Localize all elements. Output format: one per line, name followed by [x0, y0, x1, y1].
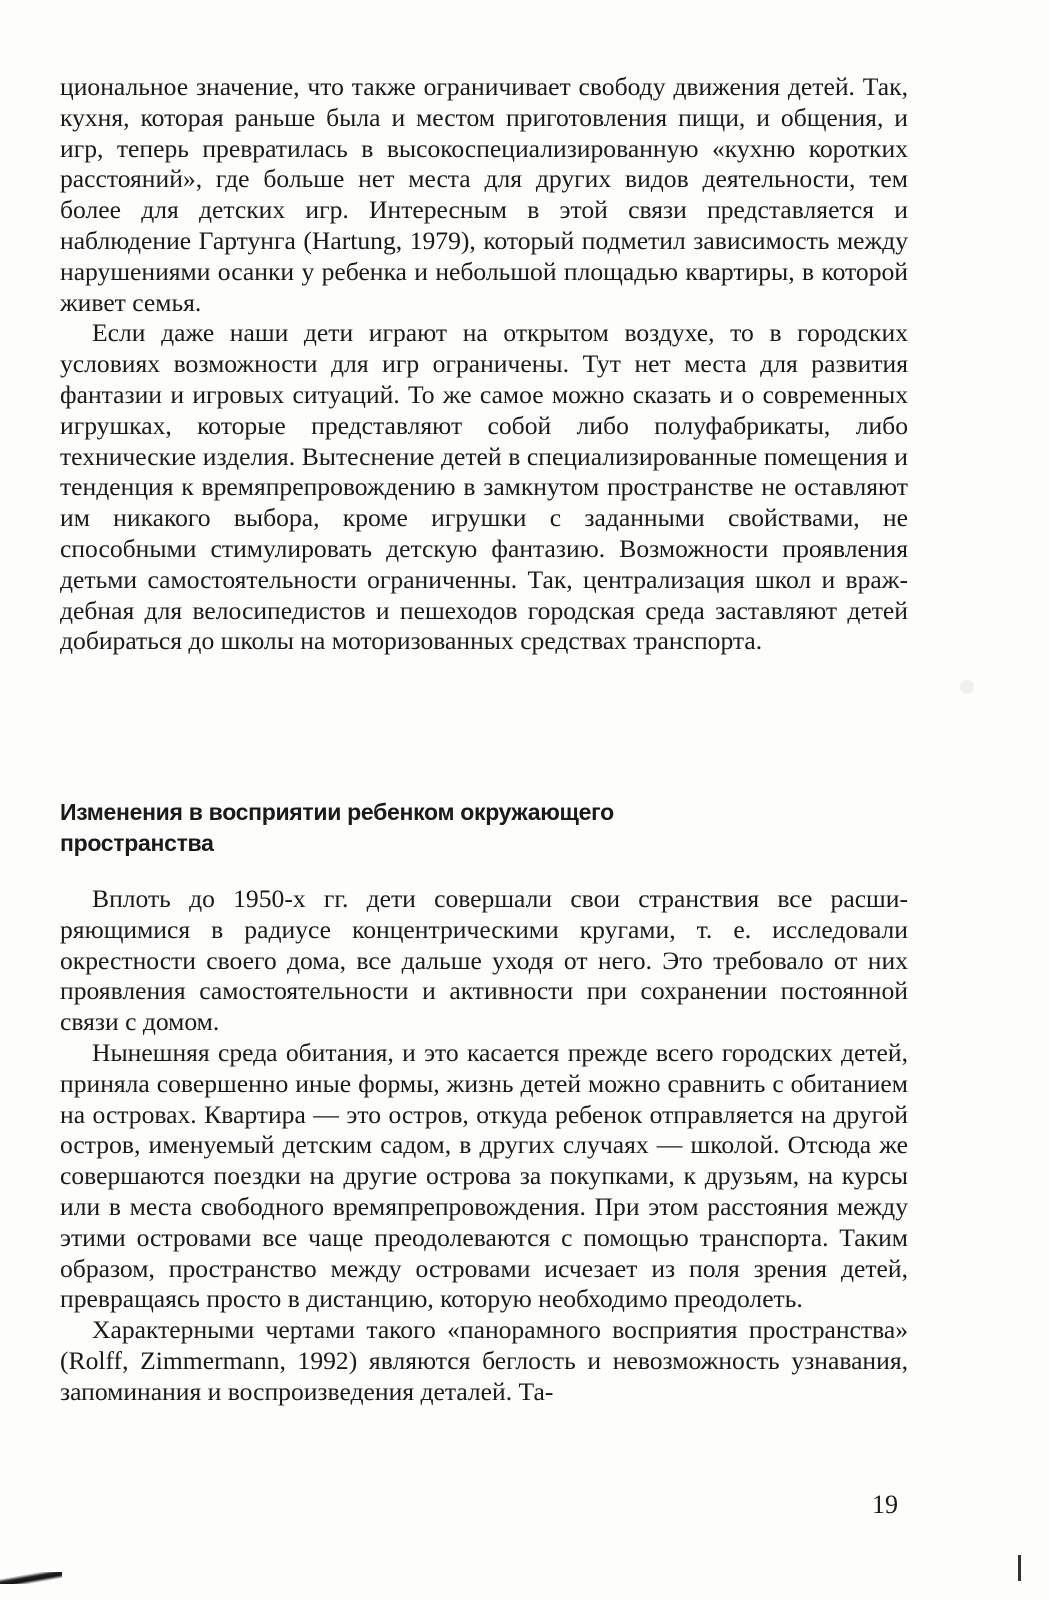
paragraph: циональное значение, что также ограничивает свободу движения детей. Так, кухня, которая раньше была и местом приготовления пищи, и общения, и игр, теперь превратилась в высокоспециализированную «кухню коротких расстояний», где больше нет места для других видов деятельности, тем более для детских игр. Интересным в этой связи представляется и наблюдение Гартунга (Hartung, 1979), который подметил зависимость между нарушениями осанки у ребенка и небольшой площадью квартиры, в которой живет семья.	[60, 72, 908, 317]
paragraph: Характерными чертами такого «панорамного восприятия пространства» (Rolff, Zimmermann, 1992) являются беглость и невозможность узнавания, запоминания и воспроизведения деталей. Та-	[60, 1315, 908, 1406]
body-text-block-1	[60, 72, 908, 657]
section-heading: Изменения в восприятии ребенком окружающего пространства	[60, 799, 614, 856]
scan-edge-mark	[0, 1572, 62, 1584]
body-text-block-2	[60, 884, 908, 1408]
scan-edge-mark	[1018, 1555, 1021, 1581]
paragraph: Нынешняя среда обитания, и это касается прежде всего городских детей, приняла совершенно иные формы, жизнь детей можно сравнить с обитанием на островах. Квартира — это остров, откуда ребенок отправляется на другой остров, именуемый детским садом, в других случаях — школой. Отсюда же совершаются поездки на другие острова за покупками, к друзьям, на курсы или в места свободного времяпрепровождения. При этом расстояния между этими островами все чаще преодолеваются с помощью транспорта. Таким образом, пространство между островами исчезает из поля зрения детей, превращаясь просто в дистанцию, которую необходимо преодолеть.	[60, 1037, 908, 1314]
paragraph: Вплоть до 1950-х гг. дети совершали свои странствия все расширяющимися в радиусе концентрическими кругами, т. е. исследовали окрестности своего дома, все дальше уходя от него. Это требовало от них проявления самостоятельности и активности при сохранении постоянной связи с домом.	[60, 884, 908, 1037]
scan-speck	[960, 680, 974, 694]
page-number: 19	[872, 1490, 898, 1519]
paragraph: Если даже наши дети играют на открытом воздухе, то в городских условиях возможности для игр ограничены. Тут нет места для развития фантазии и игровых ситуаций. То же самое можно сказать и о современных игрушках, которые представляют собой либо полуфабрикаты, либо технические изделия. Вытеснение детей в специализированные помещения и тенденция к времяпрепровождению в замкнутом пространстве не оставляют им никакого выбора, кроме игрушки с заданными свойствами, не способными стимулировать детскую фантазию. Возможности проявления детьми самостоятельности ограниченны. Так, централизация школ и враждебная для велосипедистов и пешеходов городская среда заставляют детей добираться до школы на моторизованных средствах транспорта.	[60, 318, 908, 656]
